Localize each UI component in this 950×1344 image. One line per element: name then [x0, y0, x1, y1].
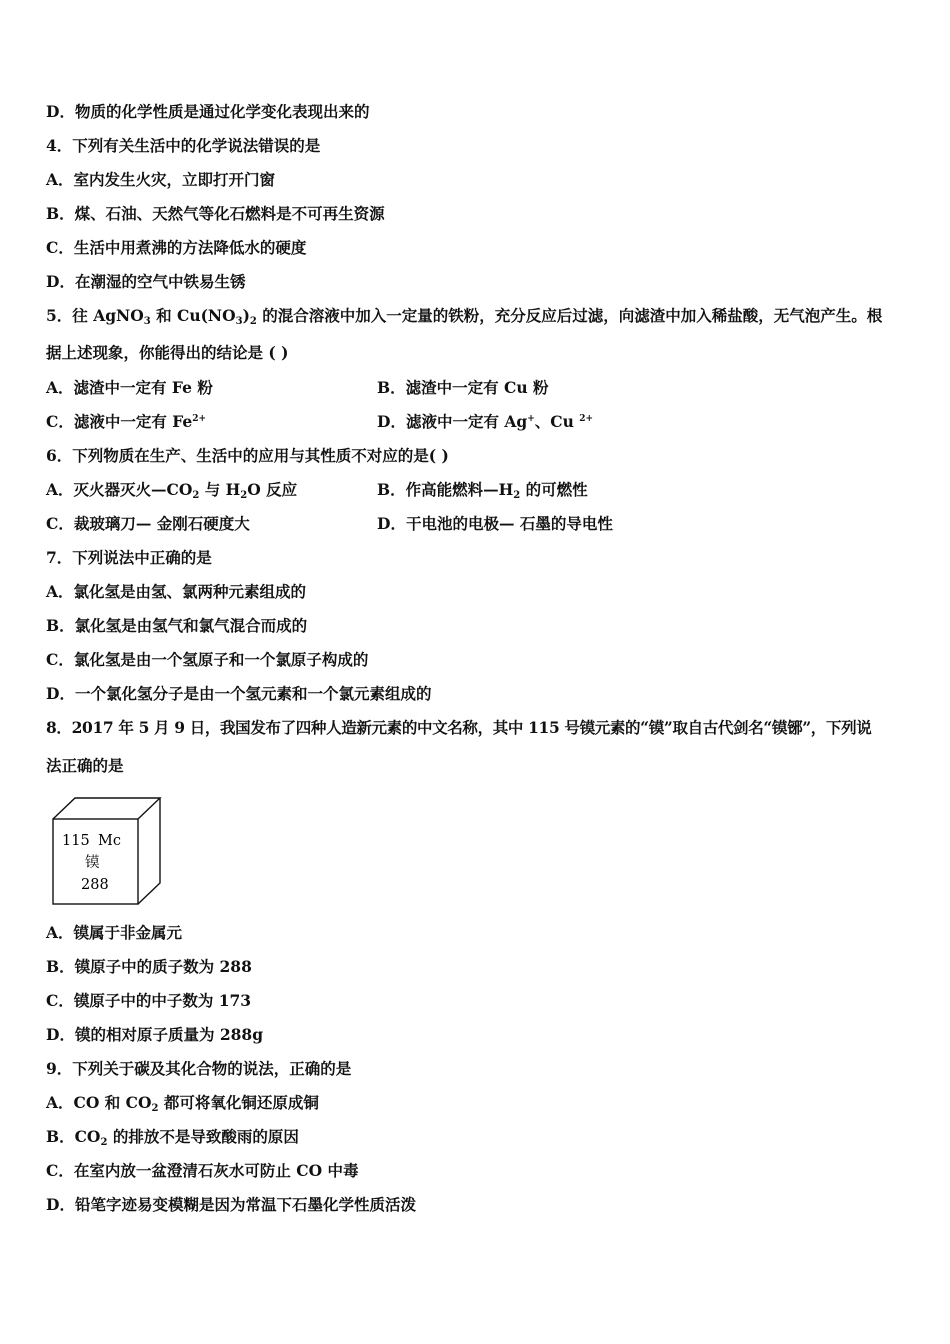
q8-option-a: A．镆属于非金属元 — [46, 923, 183, 942]
q7-option-a: A．氯化氢是由氢、氯两种元素组成的 — [46, 582, 307, 601]
element-name: 镆 — [85, 855, 100, 871]
q7-option-c: C．氯化氢是由一个氢原子和一个氯原子构成的 — [46, 650, 369, 669]
q6-stem: 6．下列物质在生产、生活中的应用与其性质不对应的是( ) — [46, 446, 449, 465]
q4-stem: 4．下列有关生活中的化学说法错误的是 — [46, 136, 321, 155]
q7-stem: 7．下列说法中正确的是 — [46, 548, 212, 567]
q5-option-b: B．滤渣中一定有 Cu 粉 — [377, 378, 549, 397]
q6-option-c: C．裁玻璃刀— 金刚石硬度大 — [46, 514, 250, 533]
q4-option-b: B．煤、石油、天然气等化石燃料是不可再生资源 — [46, 204, 385, 223]
element-atomic-number: 115 — [62, 833, 90, 849]
q4-option-c: C．生活中用煮沸的方法降低水的硬度 — [46, 238, 307, 257]
element-symbol: Mc — [98, 833, 121, 849]
q9-option-d: D．铅笔字迹易变模糊是因为常温下石墨化学性质活泼 — [46, 1195, 416, 1214]
q8-stem-line2: 法正确的是 — [46, 756, 124, 775]
q8-stem-line1: 8．2017 年 5 月 9 日，我国发布了四种人造新元素的中文名称，其中 115 号镆元素的“镆”取自古代剑名“镆铘”，下列说 — [46, 718, 872, 737]
q9-option-b: B．$CO_2$ 的排放不是导致酸雨的原因 — [46, 1127, 299, 1148]
q6-option-d: D．干电池的电极— 石墨的导电性 — [377, 514, 613, 533]
q3-option-d: D．物质的化学性质是通过化学变化表现出来的 — [46, 102, 370, 121]
q5-option-a: A．滤渣中一定有 Fe 粉 — [46, 378, 213, 397]
element-mass: 288 — [81, 877, 109, 893]
q8-option-d: D．镆的相对原子质量为 288g — [46, 1025, 264, 1044]
q4-option-d: D．在潮湿的空气中铁易生锈 — [46, 272, 246, 291]
q5-stem-line2: 据上述现象，你能得出的结论是 ( ) — [46, 343, 289, 362]
q6-option-a: A．灭火器灭火$—CO_2$ 与 $H_2O$ 反应 — [46, 480, 298, 501]
q9-option-c: C．在室内放一盆澄清石灰水可防止 CO 中毒 — [46, 1161, 359, 1180]
q5-option-d: D．滤液中一定有 Ag+、Cu $^{2+}$ — [377, 412, 594, 431]
q4-option-a: A．室内发生火灾，立即打开门窗 — [46, 170, 276, 189]
q6-option-b: B．作高能燃料$—H_2$ 的可燃性 — [377, 480, 588, 501]
q9-option-a: A．CO 和 $CO_2$ 都可将氧化铜还原成铜 — [46, 1093, 319, 1114]
element-cell-diagram — [52, 797, 162, 905]
q5-stem-line1: 5．往 AgNO$_3$ 和 $Cu(NO_3)_2$ 的混合溶液中加入一定量的铁粉，充分反应后过滤，向滤渣中加入稀盐酸，无气泡产生。根 — [46, 306, 883, 327]
q9-stem: 9．下列关于碳及其化合物的说法，正确的是 — [46, 1059, 352, 1078]
q8-option-b: B．镆原子中的质子数为 288 — [46, 957, 252, 976]
q8-option-c: C．镆原子中的中子数为 173 — [46, 991, 252, 1010]
q5-option-c: C．滤液中一定有 $Fe^{2+}$ — [46, 412, 207, 431]
q7-option-b: B．氯化氢是由氢气和氯气混合而成的 — [46, 616, 308, 635]
q7-option-d: D．一个氯化氢分子是由一个氢元素和一个氯元素组成的 — [46, 684, 432, 703]
